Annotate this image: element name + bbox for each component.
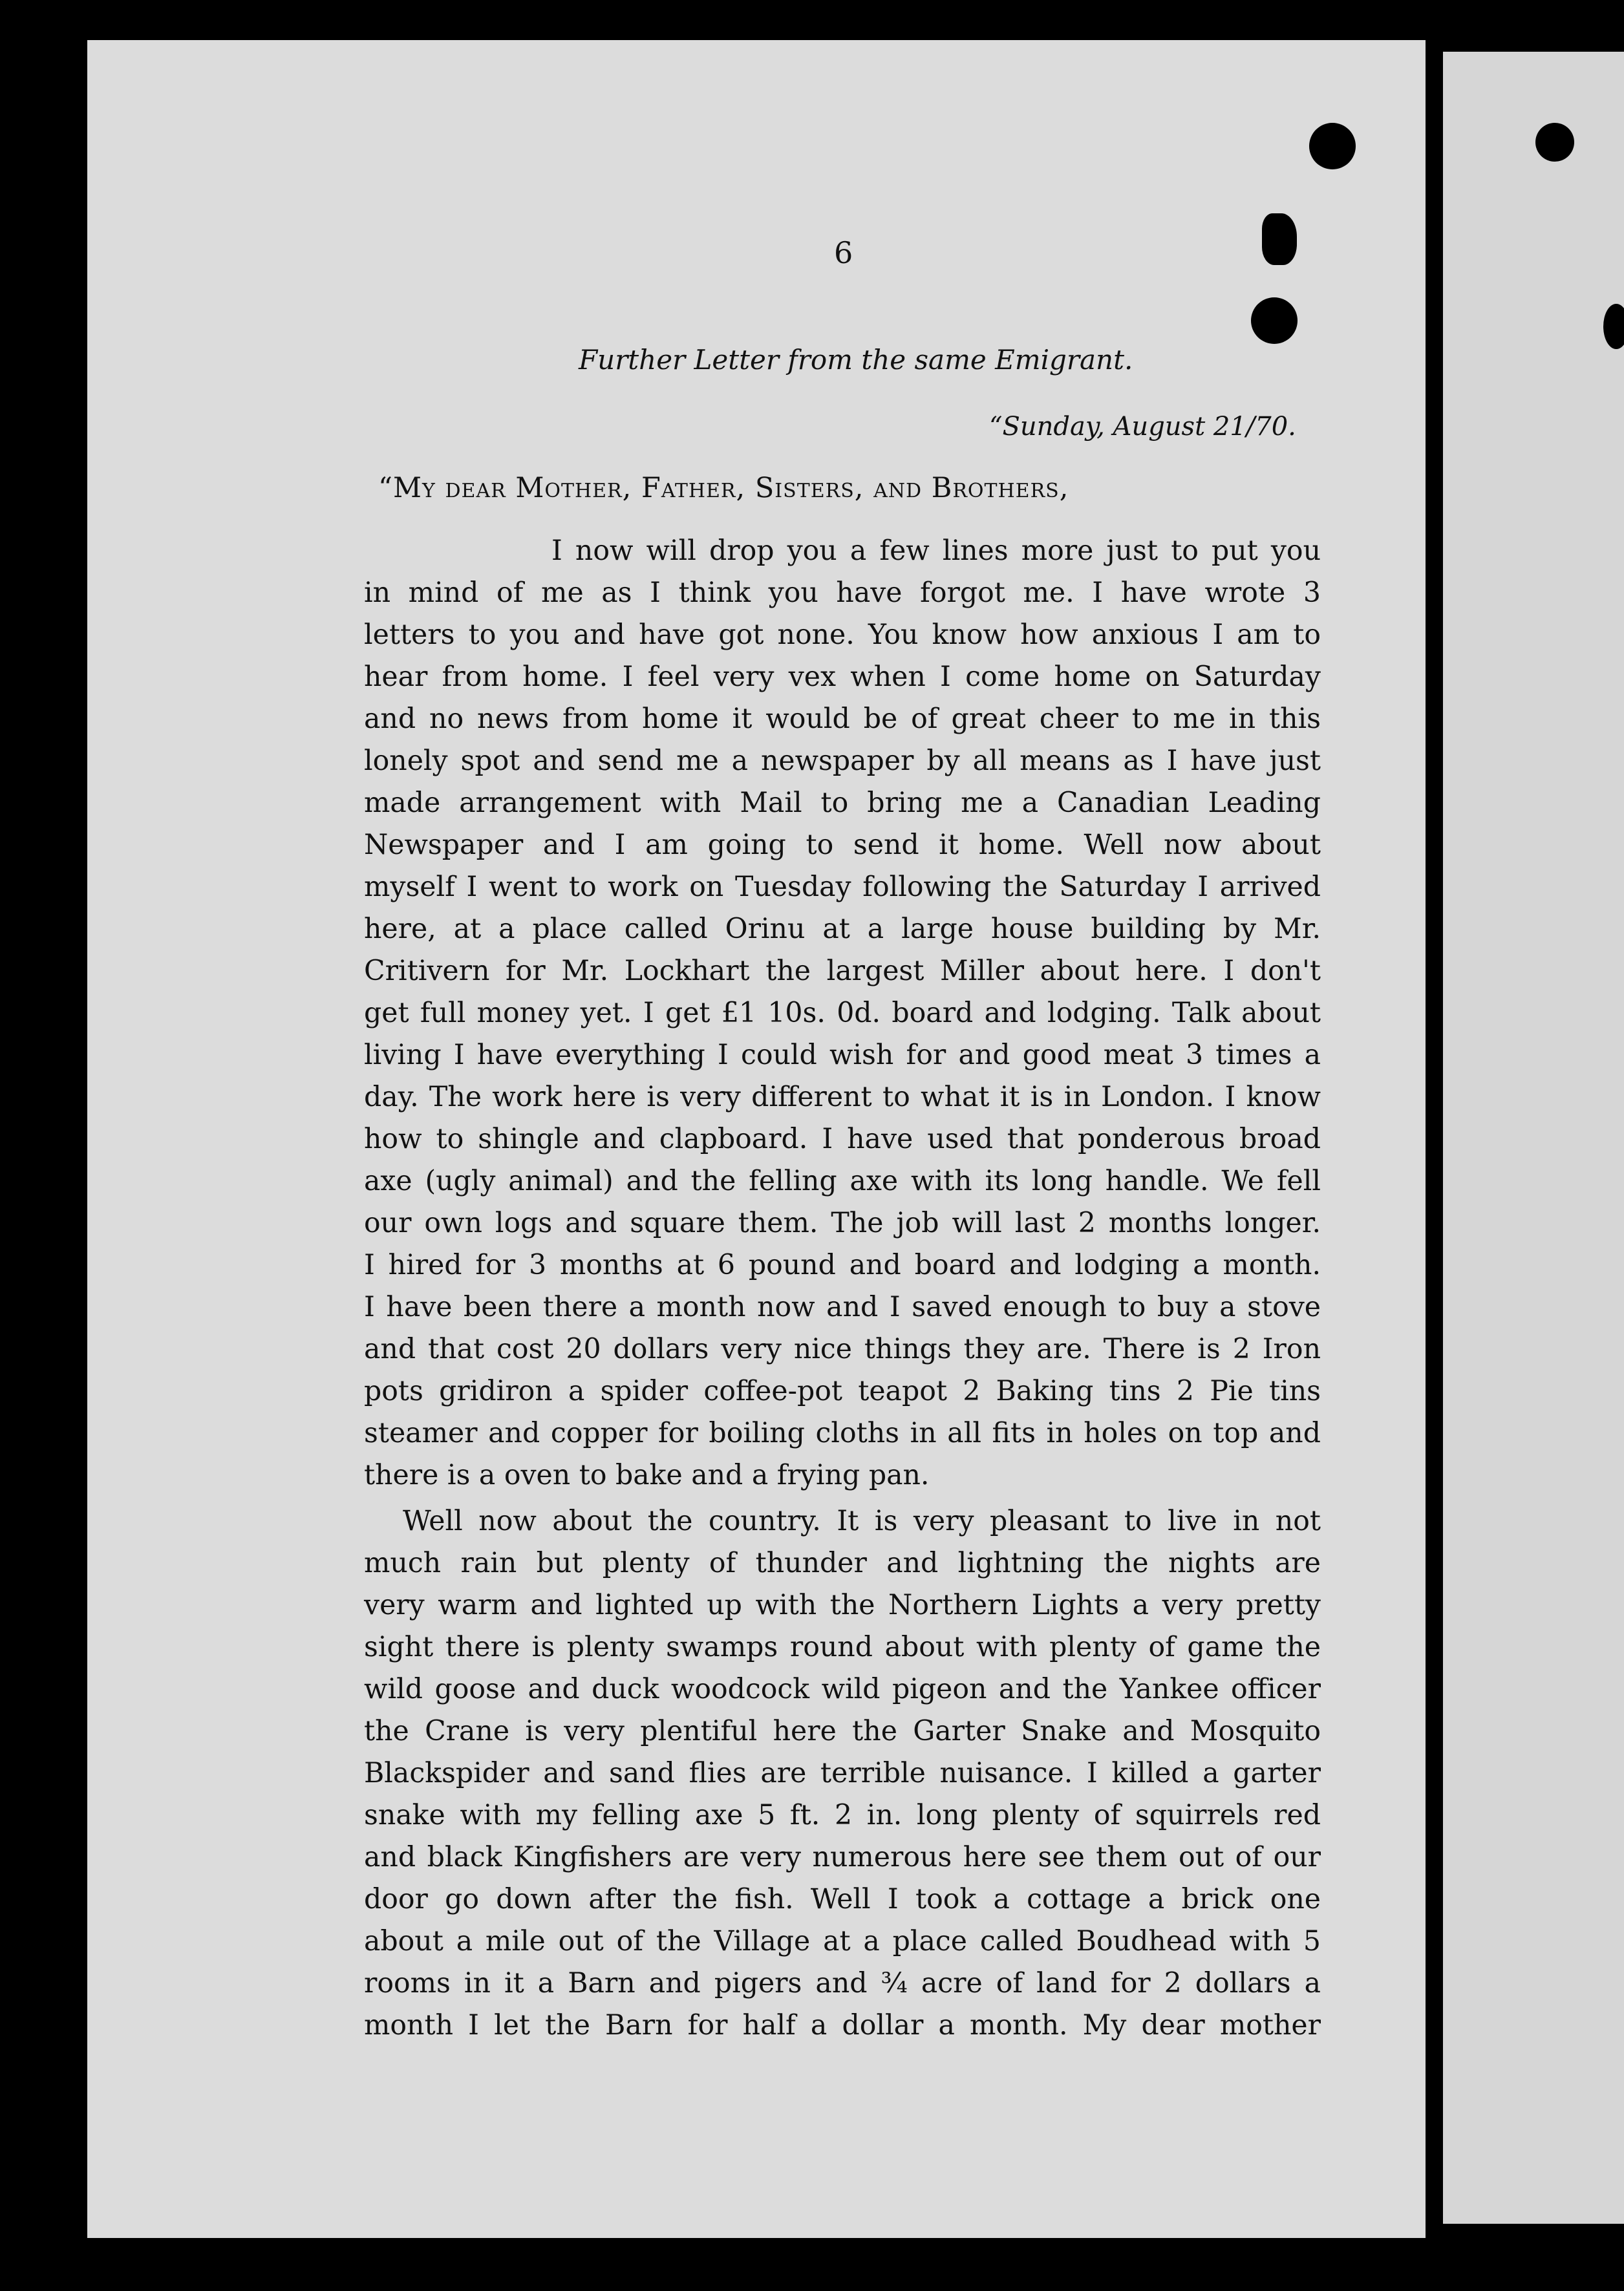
text-line: there is a oven to bake and a frying pan. (364, 1459, 930, 1491)
punch-hole (1309, 123, 1356, 169)
paragraph-2 (364, 1500, 1321, 2047)
text-line: and no news from home it would be of great cheer to me in this (364, 703, 1321, 735)
text-line: made arrangement with Mail to bring me a Canadian Leading (364, 787, 1321, 819)
text-line: I have been there a month now and I saved enough to buy a stove (364, 1291, 1321, 1323)
text-line: Blackspider and sand flies are terrible nuisance. I killed a garter (364, 1757, 1321, 1789)
text-line: snake with my felling axe 5 ft. 2 in. long plenty of squirrels red (364, 1799, 1321, 1831)
text-line: letters to you and have got none. You know how anxious I am to (364, 619, 1321, 651)
text-line: lonely spot and send me a newspaper by all means as I have just (364, 745, 1321, 777)
text-line: our own logs and square them. The job will last 2 months longer. (364, 1207, 1321, 1239)
text-line: get full money yet. I get £1 10s. 0d. board and lodging. Talk about (364, 997, 1321, 1029)
adjacent-page-edge (1443, 52, 1624, 2224)
text-line: very warm and lighted up with the Northern Lights a very pretty (364, 1589, 1321, 1621)
text-line: in mind of me as I think you have forgot me. I have wrote 3 (364, 577, 1321, 609)
ink-blot (1262, 213, 1297, 265)
letter-heading: Further Letter from the same Emigrant. (579, 344, 1133, 376)
text-line: rooms in it a Barn and pigers and ¾ acre of land for 2 dollars a (364, 1967, 1321, 1999)
text-line: wild goose and duck woodcock wild pigeon and the Yankee officer (364, 1673, 1321, 1705)
text-line: hear from home. I feel very vex when I come home on Saturday (364, 661, 1321, 693)
letter-salutation: “My dear Mother, Father, Sisters, and Brothers, (378, 472, 1069, 504)
text-line: day. The work here is very different to what it is in London. I know (364, 1081, 1321, 1113)
text-line: about a mile out of the Village at a place called Boudhead with 5 (364, 1925, 1321, 1957)
text-line: sight there is plenty swamps round about with plenty of game the (364, 1631, 1321, 1663)
punch-hole (1251, 297, 1298, 344)
text-line: Critivern for Mr. Lockhart the largest Miller about here. I don't (364, 955, 1321, 987)
text-line: I hired for 3 months at 6 pound and board and lodging a month. (364, 1249, 1321, 1281)
text-line: door go down after the fish. Well I took a cottage a brick one (364, 1883, 1321, 1915)
text-line: axe (ugly animal) and the felling axe with its long handle. We fell (364, 1165, 1321, 1197)
text-line: how to shingle and clapboard. I have used that ponderous broad (364, 1123, 1321, 1155)
text-line: much rain but plenty of thunder and lightning the nights are (364, 1547, 1321, 1579)
letter-dateline: “Sunday, August 21/70. (989, 412, 1296, 442)
text-line: and that cost 20 dollars very nice things they are. There is 2 Iron (364, 1333, 1321, 1365)
punch-hole (1603, 304, 1624, 349)
text-line: Newspaper and I am going to send it home. Well now about (364, 829, 1321, 861)
text-line: I now will drop you a few lines more just to put you (551, 535, 1321, 567)
document-page (87, 40, 1426, 2238)
letter-body (364, 530, 1321, 2047)
text-line: living I have everything I could wish for and good meat 3 times a (364, 1039, 1321, 1071)
page-number: 6 (834, 235, 853, 270)
text-line: Well now about the country. It is very pleasant to live in not (403, 1505, 1321, 1537)
text-line: steamer and copper for boiling cloths in all fits in holes on top and (364, 1417, 1321, 1449)
text-line: myself I went to work on Tuesday following the Saturday I arrived (364, 871, 1321, 903)
text-line: month I let the Barn for half a dollar a month. My dear mother (364, 2009, 1321, 2041)
paragraph-1 (364, 530, 1321, 1497)
punch-hole (1535, 123, 1574, 162)
text-line: pots gridiron a spider coffee-pot teapot 2 Baking tins 2 Pie tins (364, 1375, 1321, 1407)
text-line: and black Kingfishers are very numerous here see them out of our (364, 1841, 1321, 1873)
text-line: here, at a place called Orinu at a large house building by Mr. (364, 913, 1321, 945)
text-line: the Crane is very plentiful here the Garter Snake and Mosquito (364, 1715, 1321, 1747)
